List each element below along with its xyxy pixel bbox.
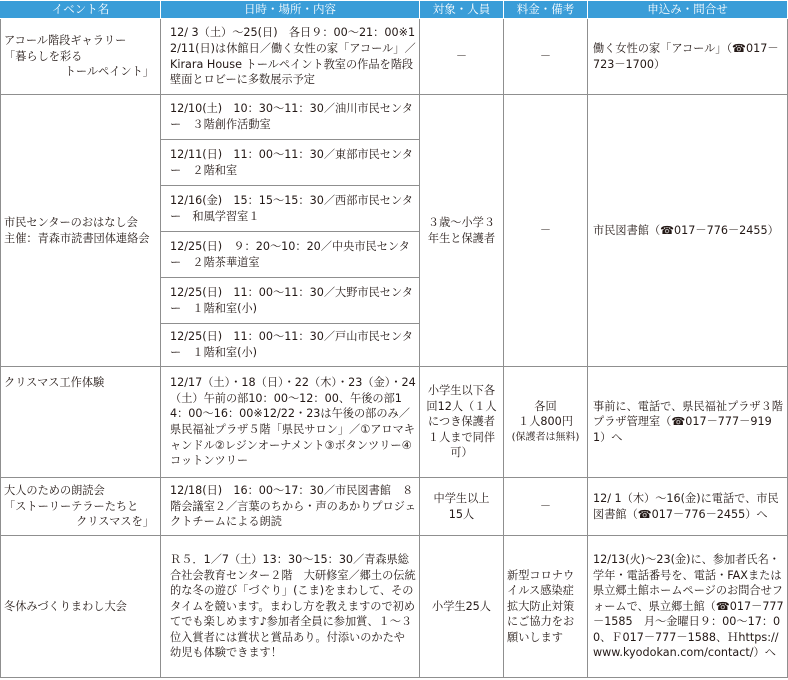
fee-line: １人800円: [518, 415, 573, 429]
session-datetime: 12/25(日) 11：00～11：30／戸山市民センター １階和室(小): [161, 324, 420, 367]
event-contact: 市民図書館（☎017－776－2455）: [588, 95, 788, 367]
target-line: 15人: [448, 507, 475, 521]
event-name: [1, 478, 161, 536]
event-name-line: 市民センターのおはなし会: [4, 215, 138, 229]
session-datetime: 12/16(金) 15：15～15：30／西部市民センター 和風学習室１: [161, 186, 420, 232]
header-event-name: イベント名: [1, 1, 161, 19]
event-target: －: [420, 19, 504, 95]
event-datetime: 12/17（土）・18（日）・22（木）・23（金）・24（土）午前の部10：00～12：00、午後の部14：00～16：00※12/22・23は午後の部のみ／県民福祉プラザ５階「県民サロン」／①アロマキャンドル②レジンオーナメント③ボタンツリー④コットンツリー: [161, 367, 420, 478]
fee-line: 各回: [534, 399, 557, 413]
event-contact: 事前に、電話で、県民福祉プラザ３階プラザ管理室（☎017－777－9191）へ: [588, 367, 788, 478]
header-contact: 申込み・問合せ: [588, 1, 788, 19]
table-row: [1, 95, 788, 140]
event-name: [1, 95, 161, 367]
event-target: 小学生以下各回12人（１人につき保護者１人まで同伴可）: [420, 367, 504, 478]
session-datetime: 12/10(土) 10：30～11：30／油川市民センター ３階創作活動室: [161, 95, 420, 140]
event-target: ３歳～小学３年生と保護者: [420, 95, 504, 367]
event-name: [1, 19, 161, 95]
event-name: [1, 536, 161, 678]
event-contact: 12/13(火)～23(金)に、参加者氏名・学年・電話番号を、電話・FAXまたは県立郷土館ホームページのお問合せフォームで、県立郷土館（☎017－777－1585 月～金曜日９：00～17：00、Ｆ017－777－1588、Ｈhttps://www.kyodokan.com/contact/）へ: [588, 536, 788, 678]
event-contact: 働く女性の家「アコール」（☎017－723－1700）: [588, 19, 788, 95]
event-name-line: トールペイント」: [64, 65, 154, 79]
header-datetime: 日時・場所・内容: [161, 1, 420, 19]
event-target: 小学生25人: [420, 536, 504, 678]
event-contact: 12/ 1（木）～16(金)に電話で、市民図書館（☎017－776－2455）へ: [588, 478, 788, 536]
event-name-line: 主催：青森市読書団体連絡会: [4, 231, 150, 245]
table-header-row: [1, 1, 788, 19]
table-row: [1, 367, 788, 478]
event-name-line: クリスマス工作体験: [4, 376, 105, 389]
event-name-line: 冬休みづくりまわし大会: [4, 599, 127, 613]
event-datetime: Ｒ５．1／7（土）13：30～15：30／青森県総合社会教育センター２階 大研修室／郷土の伝統的な冬の遊び「づぐり」(こま)をまわして、そのタイムを競います。まわし方を教えますので初めてでも楽しめます♪参加者全員に参加賞、１～３位入賞者には賞状と賞品あり。付添いのかたや幼児も体験できます！: [161, 536, 420, 678]
session-datetime: 12/25(日) 11：00～11：30／大野市民センター １階和室(小): [161, 278, 420, 324]
event-datetime: 12/18(日) 16：00～17：30／市民図書館 ８階会議室２／言葉のちから・声のあかりプロジェクトチームによる朗読: [161, 478, 420, 536]
event-name-line: 「ストーリーテラーたちと: [4, 499, 139, 513]
table-row: [1, 19, 788, 95]
table-row: [1, 478, 788, 536]
header-target: 対象・人員: [420, 1, 504, 19]
event-name-line: アコール階段ギャラリー: [4, 34, 127, 48]
table-row: [1, 536, 788, 678]
event-fee: －: [504, 95, 588, 367]
event-name: [1, 367, 161, 478]
session-datetime: 12/11(日) 11：00～11：30／東部市民センター ２階和室: [161, 140, 420, 186]
event-fee: 新型コロナウイルス感染症拡大防止対策にご協力をお願いします: [504, 536, 588, 678]
event-name-line: 大人のための朗読会: [4, 484, 105, 498]
event-datetime: 12/ 3（土）～25(日) 各日９：00～21：00※12/11(日)は休館日／働く女性の家「アコール」／Kirara House トールペイント教室の作品を階段壁面とロビーに多数展示予定: [161, 19, 420, 95]
target-line: 中学生以上: [433, 491, 490, 505]
event-name-line: 「暮らしを彩る: [4, 49, 83, 63]
session-datetime: 12/25(日) ９：20～10：20／中央市民センター ２階茶華道室: [161, 232, 420, 278]
event-name-line: クリスマスを」: [76, 515, 154, 529]
header-fee: 料金・備考: [504, 1, 588, 19]
fee-note: (保護者は無料): [511, 431, 580, 443]
event-fee: －: [504, 19, 588, 95]
event-fee: [504, 367, 588, 478]
event-fee: －: [504, 478, 588, 536]
event-target: [420, 478, 504, 536]
